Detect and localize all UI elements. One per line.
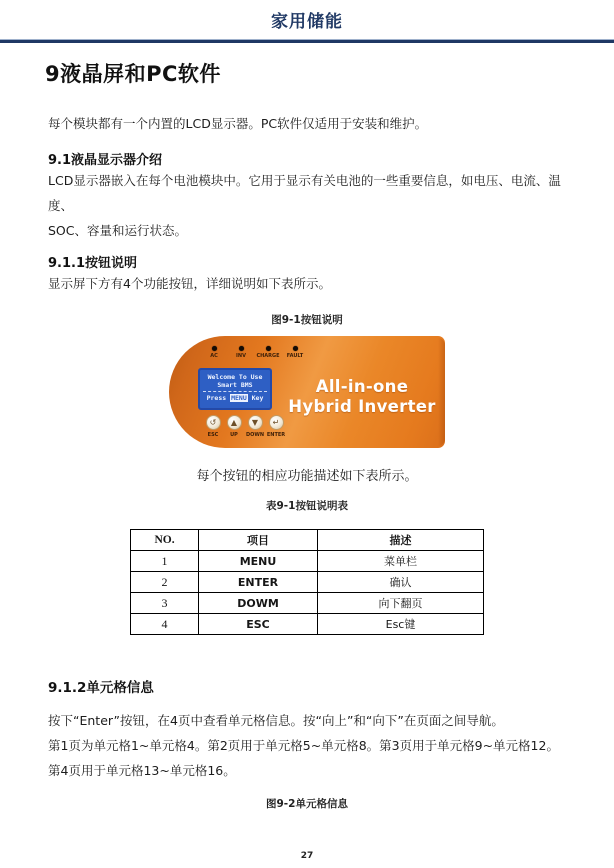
table-row bbox=[131, 614, 484, 635]
intro-paragraph: 每个模块都有一个内置的LCD显示器。PC软件仅适用于安装和维护。 bbox=[48, 116, 428, 131]
up-arrow-icon: ▲ bbox=[227, 415, 242, 430]
table-header-item: 项目 bbox=[199, 530, 318, 551]
after-figure-text: 每个按钮的相应功能描述如下表所示。 bbox=[196, 469, 418, 484]
led-label: FAULT bbox=[286, 353, 304, 359]
device-up-button bbox=[226, 415, 242, 438]
brand-line1: All-in-one bbox=[315, 377, 409, 396]
section-9-1-2-heading: 9.1.2单元格信息 bbox=[48, 680, 154, 696]
cell-item: DOWM bbox=[199, 593, 318, 614]
device-button-label: DOWN bbox=[245, 432, 265, 438]
cell-no: 1 bbox=[131, 551, 199, 572]
cell-no: 3 bbox=[131, 593, 199, 614]
device-button-label: UP bbox=[230, 432, 238, 438]
section-9-1-heading: 9.1液晶显示器介绍 bbox=[48, 153, 163, 168]
lcd-line3-suffix: Key bbox=[247, 394, 264, 402]
led-charge bbox=[256, 346, 280, 359]
cell-no: 4 bbox=[131, 614, 199, 635]
table-header-desc: 描述 bbox=[318, 530, 484, 551]
cell-item: ENTER bbox=[199, 572, 318, 593]
led-dot-icon bbox=[293, 346, 298, 351]
lcd-line1: Welcome To Use bbox=[207, 373, 263, 381]
led-ac bbox=[205, 346, 223, 359]
device-right-edge bbox=[438, 338, 445, 446]
lcd-screen bbox=[198, 368, 272, 410]
down-arrow-icon: ▼ bbox=[248, 415, 263, 430]
device-esc-button bbox=[205, 415, 221, 438]
section-9-1-1-heading: 9.1.1按钮说明 bbox=[48, 256, 138, 271]
section-9-1-2-line1: 按下“Enter”按钮，在4页中查看单元格信息。按“向上”和“向下”在页面之间导航。 bbox=[48, 713, 504, 728]
led-dot-icon bbox=[239, 346, 244, 351]
esc-icon: ↺ bbox=[206, 415, 221, 430]
device-down-button bbox=[247, 415, 263, 438]
device-button-row bbox=[205, 415, 284, 438]
led-inv bbox=[232, 346, 250, 359]
inverter-photo bbox=[169, 336, 445, 448]
led-indicator-row bbox=[205, 346, 304, 359]
brand-line2: Hybrid Inverter bbox=[288, 397, 436, 416]
section-9-1-2-line3: 第4页用于单元格13~单元格16。 bbox=[48, 763, 236, 778]
cell-desc: 向下翻页 bbox=[318, 593, 484, 614]
enter-icon: ↵ bbox=[269, 415, 284, 430]
led-fault bbox=[286, 346, 304, 359]
page-content bbox=[0, 58, 614, 811]
page-number: 27 bbox=[300, 851, 314, 861]
led-label: AC bbox=[210, 353, 218, 359]
device-enter-button bbox=[268, 415, 284, 438]
figure-9-2-caption: 图9-2单元格信息 bbox=[266, 798, 348, 810]
cell-item: MENU bbox=[199, 551, 318, 572]
section-9-1-text-line2: SOC、容量和运行状态。 bbox=[48, 223, 188, 238]
lcd-line2: Smart BMS bbox=[217, 381, 253, 389]
led-label: CHARGE bbox=[256, 353, 280, 359]
header-divider bbox=[0, 39, 614, 43]
table-row bbox=[131, 593, 484, 614]
chapter-heading: 9液晶屏和PC软件 bbox=[45, 62, 221, 86]
button-description-table bbox=[130, 529, 484, 635]
cell-no: 2 bbox=[131, 572, 199, 593]
table-row bbox=[131, 551, 484, 572]
device-brand-text bbox=[287, 377, 437, 417]
cell-desc: Esc键 bbox=[318, 614, 484, 635]
cell-desc: 确认 bbox=[318, 572, 484, 593]
figure-9-1-caption: 图9-1按钮说明 bbox=[271, 314, 343, 326]
inverter-body bbox=[169, 336, 445, 448]
table-9-1-caption: 表9-1按钮说明表 bbox=[266, 500, 348, 512]
page-header bbox=[0, 0, 614, 32]
device-button-label: ENTER bbox=[266, 432, 286, 438]
device-button-label: ESC bbox=[207, 432, 219, 438]
led-label: INV bbox=[236, 353, 246, 359]
lcd-menu-highlight: MENU bbox=[231, 394, 247, 402]
led-dot-icon bbox=[212, 346, 217, 351]
cell-desc: 菜单栏 bbox=[318, 551, 484, 572]
lcd-separator bbox=[203, 391, 267, 392]
section-9-1-2-line2: 第1页为单元格1~单元格4。第2页用于单元格5~单元格8。第3页用于单元格9~单元格12。 bbox=[48, 738, 559, 753]
table-row bbox=[131, 572, 484, 593]
led-dot-icon bbox=[266, 346, 271, 351]
lcd-line3 bbox=[202, 394, 268, 402]
section-9-1-1-text: 显示屏下方有4个功能按钮，详细说明如下表所示。 bbox=[48, 276, 331, 291]
cell-item: ESC bbox=[199, 614, 318, 635]
section-9-1-text-line1: LCD显示器嵌入在每个电池模块中。它用于显示有关电池的一些重要信息，如电压、电流、温度、 bbox=[48, 173, 561, 213]
table-header-row bbox=[131, 530, 484, 551]
table-header-no: NO. bbox=[131, 530, 199, 551]
lcd-line3-prefix: Press bbox=[206, 394, 231, 402]
document-title: 家用储能 bbox=[271, 12, 343, 32]
